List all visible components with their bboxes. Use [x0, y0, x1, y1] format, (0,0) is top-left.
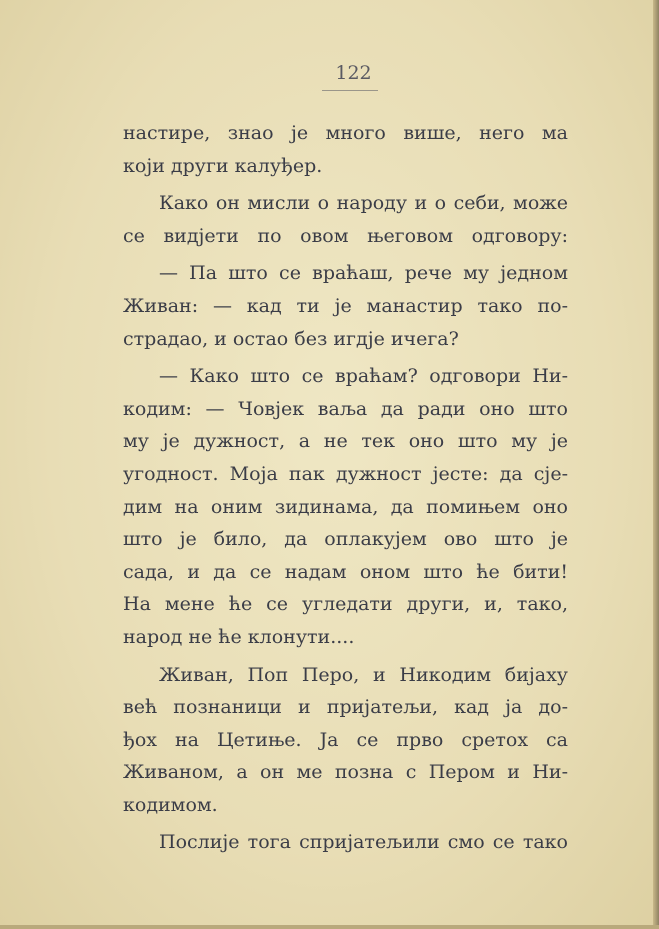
paragraph	[123, 187, 568, 252]
text-line: кодим: — Човјек ваља да ради оно што	[123, 397, 568, 420]
text-line: Живаном, а он ме позна с Пером и Ни-	[123, 761, 568, 784]
text-line: Како он мисли о народу и о себи, може	[159, 192, 568, 215]
text-line: му је дужност, а не тек оно што му је	[123, 430, 568, 453]
text-line: ђох на Цетиње. Ја се прво сретох са	[123, 728, 568, 751]
text-line: На мене ће се угледати други, и, тако,	[123, 593, 568, 616]
text-line: сада, и да се надам оном што ће бити!	[123, 560, 568, 583]
body-text	[123, 117, 568, 859]
text-line: Живан, Поп Перо, и Никодим бијаху	[159, 663, 568, 686]
page-number: 122	[335, 62, 372, 84]
text-line: Послије тога спријатељили смо се тако	[159, 831, 568, 854]
text-line: — Како што се враћам? одговори Ни-	[159, 365, 568, 388]
paragraph	[123, 826, 568, 859]
text-line: настире, знао је много више, него ма	[123, 122, 568, 144]
paragraph	[123, 360, 568, 653]
text-line: се видјети по овом његовом одговору:	[123, 224, 568, 247]
page-bottom-edge	[0, 925, 659, 929]
paragraph	[123, 117, 568, 182]
text-line: народ не ће клонути....	[123, 625, 355, 648]
paragraph	[123, 257, 568, 355]
text-line: Живан: — кад ти је манастир тако по-	[123, 294, 568, 317]
page-number-rule	[322, 90, 378, 91]
text-line: угодност. Моја пак дужност јесте: да сје-	[123, 462, 568, 485]
text-line: већ познаници и пријатељи, кад ја до-	[123, 696, 568, 719]
text-line: страдао, и остао без игдје ичега?	[123, 327, 459, 350]
text-line: што је било, да оплакујем ово што је	[123, 528, 568, 551]
page-edge-shadow	[653, 0, 659, 929]
text-line: — Па што се враћаш, рече му једном	[159, 262, 568, 285]
text-line: кодимом.	[123, 793, 218, 816]
text-line: дим на оним зидинама, да помињем оно	[123, 495, 568, 518]
text-line: који други калуђер.	[123, 154, 323, 177]
paragraph	[123, 659, 568, 822]
